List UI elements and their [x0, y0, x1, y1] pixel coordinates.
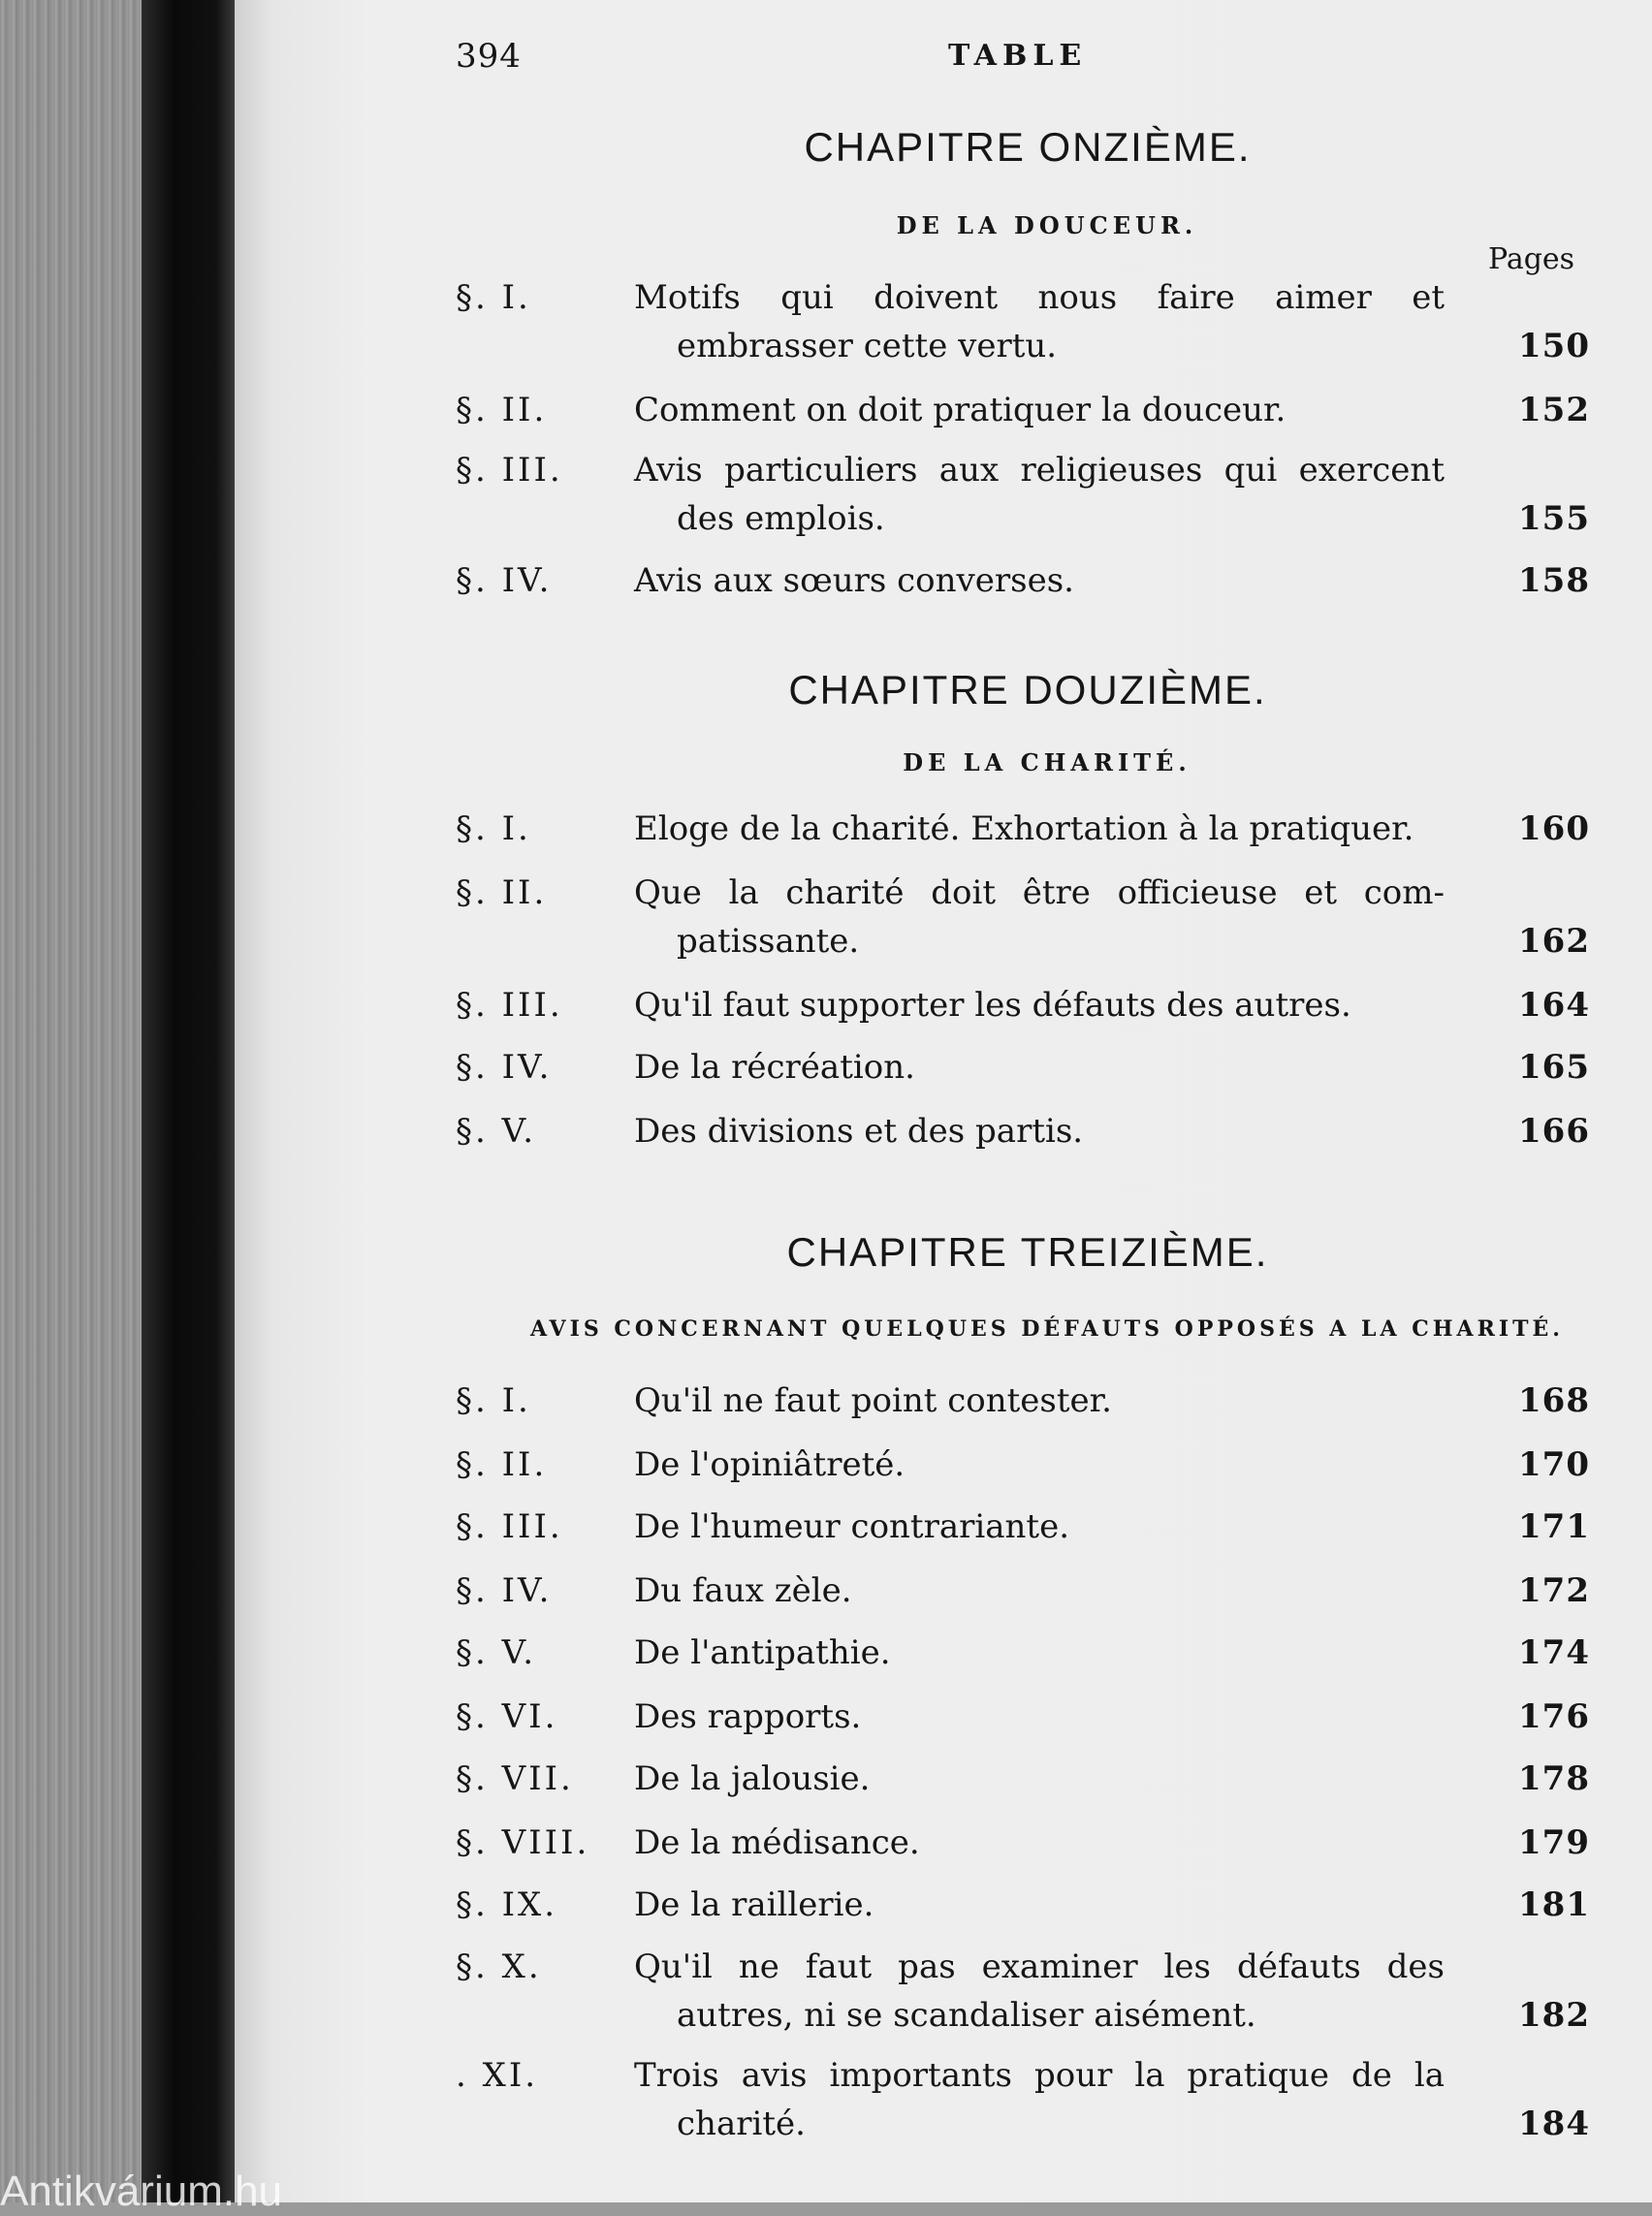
entry-title: Du faux zèle.: [634, 1571, 852, 1610]
entry-title: Motifs qui doivent nous faire aimer et: [634, 278, 1445, 317]
entry-title-cont: des emplois.: [677, 499, 885, 538]
entry-title: Des rapports.: [634, 1697, 862, 1736]
chapter-subtitle: DE LA CHARITÉ.: [903, 748, 1191, 776]
page-ref: 158: [1518, 561, 1590, 600]
page-ref: 178: [1518, 1759, 1590, 1798]
section-number: §. IV.: [456, 561, 553, 600]
pages-column-label: Pages: [1488, 242, 1575, 276]
toc-entry: [456, 556, 1590, 605]
entry-title-cont: embrasser cette vertu.: [677, 327, 1058, 365]
entry-title: Qu'il faut supporter les défauts des autres.: [634, 986, 1351, 1025]
page-ref: 150: [1518, 327, 1590, 365]
page-ref: 184: [1518, 2105, 1590, 2143]
toc-entry: [456, 1693, 1590, 1741]
toc-entry: [456, 386, 1590, 434]
entry-title: De la récréation.: [634, 1048, 915, 1087]
section-number: . XI.: [456, 2056, 539, 2095]
section-number: §. IX.: [456, 1885, 558, 1924]
section-number: §. I.: [456, 809, 531, 848]
page-ref: 168: [1518, 1381, 1590, 1420]
toc-entry: [456, 1503, 1590, 1551]
section-number: §. IV.: [456, 1048, 553, 1087]
toc-entry: [456, 1107, 1590, 1155]
page-ref: 179: [1518, 1823, 1590, 1862]
entry-title: Des divisions et des partis.: [634, 1112, 1084, 1151]
toc-entry: [456, 1819, 1590, 1867]
section-number: §. X.: [456, 1947, 542, 1986]
entry-title: Avis particuliers aux religieuses qui exercent: [634, 451, 1445, 490]
watermark: Antikvárium.hu: [0, 2168, 283, 2215]
chapter-title: CHAPITRE ONZIÈME.: [804, 124, 1252, 170]
page-ref: 166: [1518, 1112, 1590, 1151]
page-ref: 174: [1518, 1633, 1590, 1672]
toc-entry: [456, 1440, 1590, 1489]
section-number: §. I.: [456, 1381, 531, 1420]
section-number: §. IV.: [456, 1571, 553, 1610]
page-ref: 160: [1518, 809, 1590, 848]
page-ref: 176: [1518, 1697, 1590, 1736]
section-number: §. VII.: [456, 1759, 574, 1798]
page-number: 394: [456, 37, 522, 76]
section-number: §. II.: [456, 1445, 548, 1484]
entry-title: Eloge de la charité. Exhortation à la pratiquer.: [634, 809, 1414, 848]
running-title: TABLE: [948, 39, 1088, 73]
entry-title-cont: patissante.: [677, 922, 860, 961]
toc-entry: [456, 1943, 1590, 2040]
entry-title-cont: charité.: [677, 2105, 806, 2143]
section-number: §. V.: [456, 1633, 537, 1672]
toc-entry: [456, 1377, 1590, 1425]
section-number: §. III.: [456, 1507, 563, 1546]
section-number: §. V.: [456, 1112, 537, 1151]
section-number: §. I.: [456, 278, 531, 317]
toc-entry: [456, 1043, 1590, 1092]
toc-entry: [456, 805, 1590, 853]
page-ref: 172: [1518, 1571, 1590, 1610]
toc-entry: [456, 2051, 1590, 2148]
toc-entry: [456, 446, 1590, 543]
toc-entry: [456, 869, 1590, 966]
entry-title: Trois avis importants pour la pratique de la: [634, 2056, 1445, 2095]
page-ref: 152: [1518, 391, 1590, 429]
entry-title: Que la charité doit être officieuse et com-: [634, 873, 1445, 912]
entry-title: De la jalousie.: [634, 1759, 871, 1798]
chapter-title: CHAPITRE TREIZIÈME.: [786, 1229, 1269, 1275]
book-page-edges: [0, 0, 142, 2202]
entry-title: De l'humeur contrariante.: [634, 1507, 1070, 1546]
toc-entry: [456, 981, 1590, 1029]
toc-entry: [456, 1881, 1590, 1929]
toc-entry: [456, 1629, 1590, 1677]
section-number: §. II.: [456, 873, 548, 912]
page-ref: 165: [1518, 1048, 1590, 1087]
toc-entry: [456, 273, 1590, 370]
page-ref: 171: [1518, 1507, 1590, 1546]
entry-title: Comment on doit pratiquer la douceur.: [634, 391, 1287, 429]
section-number: §. III.: [456, 451, 563, 490]
chapter-subtitle: DE LA DOUCEUR.: [896, 211, 1198, 239]
entry-title: Avis aux sœurs converses.: [634, 561, 1074, 600]
toc-entry: [456, 1567, 1590, 1615]
section-number: §. VI.: [456, 1697, 558, 1736]
section-number: §. II.: [456, 391, 548, 429]
entry-title: De la médisance.: [634, 1823, 920, 1862]
entry-title-cont: autres, ni se scandaliser aisément.: [677, 1996, 1256, 2035]
entry-title: Qu'il ne faut point contester.: [634, 1381, 1112, 1420]
page-ref: 182: [1518, 1996, 1590, 2035]
page-ref: 164: [1518, 986, 1590, 1025]
page-ref: 170: [1518, 1445, 1590, 1484]
page-ref: 181: [1518, 1885, 1590, 1924]
entry-title: De la raillerie.: [634, 1885, 874, 1924]
entry-title: De l'antipathie.: [634, 1633, 891, 1672]
section-number: §. VIII.: [456, 1823, 590, 1862]
book-spine: [142, 0, 235, 2202]
page-ref: 155: [1518, 499, 1590, 538]
section-number: §. III.: [456, 986, 563, 1025]
chapter-subtitle: AVIS CONCERNANT QUELQUES DÉFAUTS OPPOSÉS A LA CHARITÉ.: [530, 1316, 1564, 1342]
entry-title: Qu'il ne faut pas examiner les défauts des: [634, 1947, 1445, 1986]
entry-title: De l'opiniâtreté.: [634, 1445, 905, 1484]
toc-entry: [456, 1755, 1590, 1803]
page-ref: 162: [1518, 922, 1590, 961]
chapter-title: CHAPITRE DOUZIÈME.: [788, 667, 1267, 712]
